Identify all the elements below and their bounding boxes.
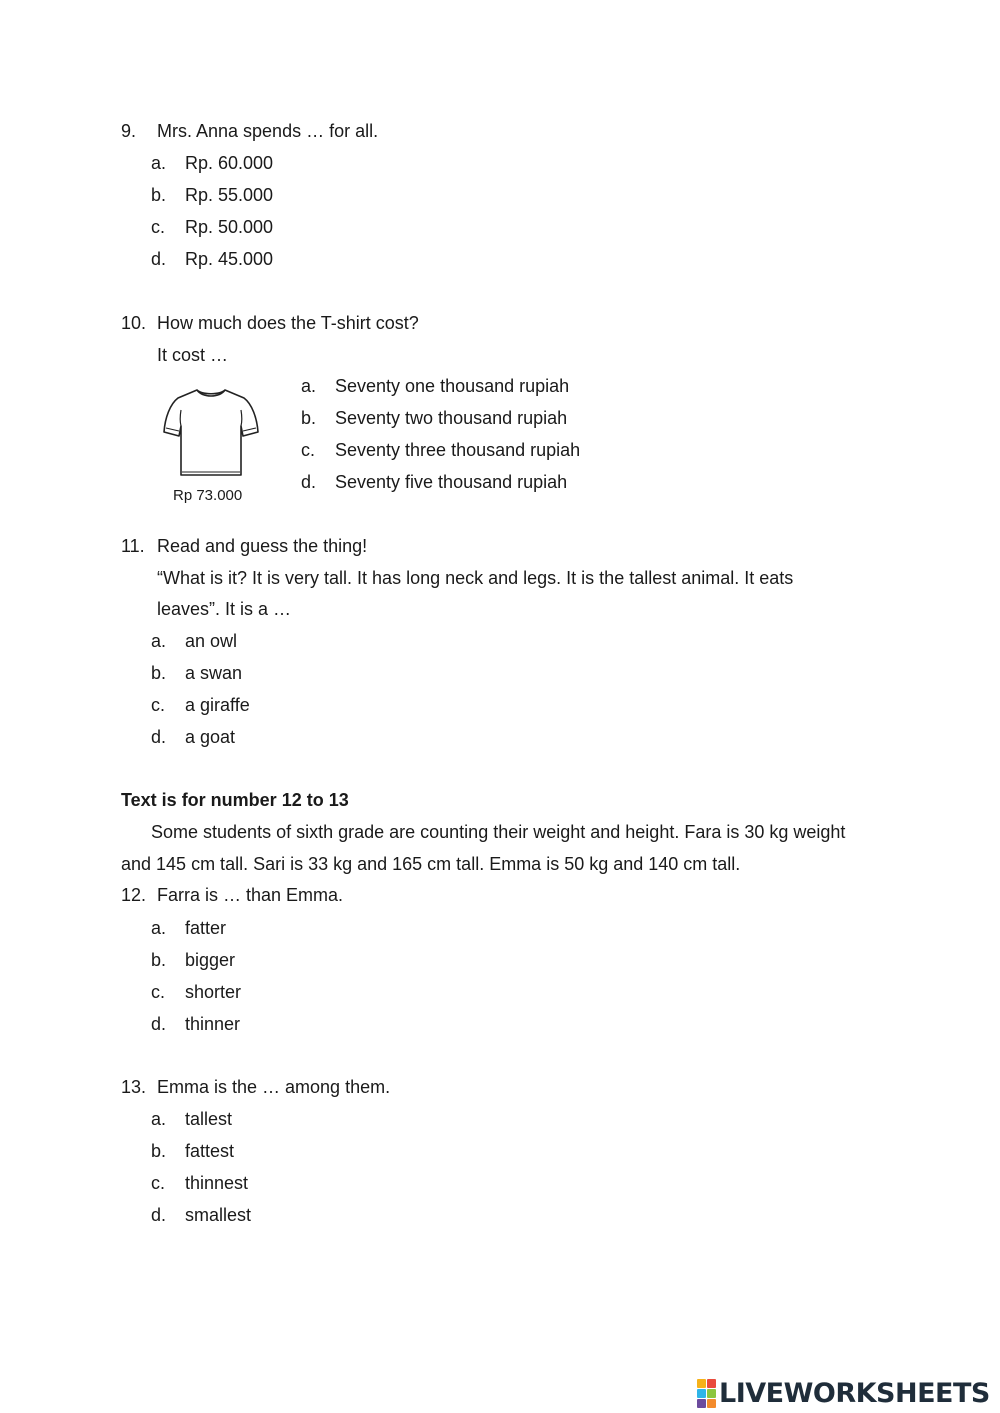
q10-option-c-letter: c. <box>301 440 316 460</box>
q12-number: 12. <box>121 885 147 905</box>
q13-option-a[interactable]: tallest <box>185 1109 233 1129</box>
mark-tile-2 <box>707 1379 716 1388</box>
q12-option-d[interactable]: thinner <box>185 1014 241 1034</box>
q10-option-c[interactable]: Seventy three thousand rupiah <box>335 440 581 460</box>
q9-option-b-letter: b. <box>151 185 167 205</box>
passage-heading: Text is for number 12 to 13 <box>121 790 349 810</box>
q9-option-d-letter: d. <box>151 249 167 269</box>
q13-option-b[interactable]: fattest <box>185 1141 235 1161</box>
mark-tile-6 <box>707 1399 716 1408</box>
q9-option-a[interactable]: Rp. 60.000 <box>185 153 274 173</box>
q9-option-a-letter: a. <box>151 153 167 173</box>
q13-option-d-letter: d. <box>151 1205 167 1225</box>
q13-text: Emma is the … among them. <box>157 1077 391 1097</box>
mark-tile-4 <box>707 1389 716 1398</box>
q12-text: Farra is … than Emma. <box>157 885 344 905</box>
q9-number: 9. <box>121 121 137 141</box>
q12-option-a-letter: a. <box>151 918 167 938</box>
q13-option-b-letter: b. <box>151 1141 167 1161</box>
q12-option-c[interactable]: shorter <box>185 982 242 1002</box>
q12-option-c-letter: c. <box>151 982 166 1002</box>
passage-line2: and 145 cm tall. Sari is 33 kg and 165 cm tall. Emma is 50 kg and 140 cm tall. <box>121 854 741 874</box>
q11-passage-line2: leaves”. It is a … <box>157 599 292 619</box>
q10-option-b[interactable]: Seventy two thousand rupiah <box>335 408 568 428</box>
q11-option-c[interactable]: a giraffe <box>185 695 250 715</box>
q11-option-a-letter: a. <box>151 631 167 651</box>
q9-option-c-letter: c. <box>151 217 166 237</box>
q10-option-d[interactable]: Seventy five thousand rupiah <box>335 472 568 492</box>
q11-option-a[interactable]: an owl <box>185 631 238 651</box>
q10-option-a-letter: a. <box>301 376 317 396</box>
q12-option-a[interactable]: fatter <box>185 918 227 938</box>
q11-passage-line1: “What is it? It is very tall. It has long neck and legs. It is the tallest animal. It eats <box>157 568 794 588</box>
q13-option-c[interactable]: thinnest <box>185 1173 249 1193</box>
liveworksheets-logo <box>697 1377 990 1409</box>
q10-subtext: It cost … <box>157 345 229 365</box>
q13-option-a-letter: a. <box>151 1109 167 1129</box>
q11-option-b-letter: b. <box>151 663 167 683</box>
q11-text: Read and guess the thing! <box>157 536 368 556</box>
passage-line1: Some students of sixth grade are counting their weight and height. Fara is 30 kg weight <box>151 822 846 842</box>
q9-option-c[interactable]: Rp. 50.000 <box>185 217 274 237</box>
q10-option-d-letter: d. <box>301 472 317 492</box>
q11-number: 11. <box>121 536 145 556</box>
q10-option-a[interactable]: Seventy one thousand rupiah <box>335 376 570 396</box>
mark-tile-3 <box>697 1389 706 1398</box>
mark-tile-1 <box>697 1379 706 1388</box>
q9-option-b[interactable]: Rp. 55.000 <box>185 185 274 205</box>
q12-option-b-letter: b. <box>151 950 167 970</box>
liveworksheets-wordmark: LIVEWORKSHEETS <box>719 1377 990 1409</box>
liveworksheets-mark-icon <box>697 1379 716 1408</box>
q12-option-b[interactable]: bigger <box>185 950 236 970</box>
q12-option-d-letter: d. <box>151 1014 167 1034</box>
q10-text: How much does the T-shirt cost? <box>157 313 419 333</box>
mark-tile-5 <box>697 1399 706 1408</box>
q11-option-c-letter: c. <box>151 695 166 715</box>
q10-option-b-letter: b. <box>301 408 317 428</box>
q13-number: 13. <box>121 1077 147 1097</box>
q11-option-b[interactable]: a swan <box>185 663 243 683</box>
q11-option-d-letter: d. <box>151 727 167 747</box>
q11-option-d[interactable]: a goat <box>185 727 236 747</box>
tshirt-image <box>162 386 260 478</box>
q13-option-d[interactable]: smallest <box>185 1205 252 1225</box>
q9-text: Mrs. Anna spends … for all. <box>157 121 379 141</box>
q9-option-d[interactable]: Rp. 45.000 <box>185 249 274 269</box>
q13-option-c-letter: c. <box>151 1173 166 1193</box>
q10-number: 10. <box>121 313 147 333</box>
tshirt-price-caption: Rp 73.000 <box>173 487 243 504</box>
